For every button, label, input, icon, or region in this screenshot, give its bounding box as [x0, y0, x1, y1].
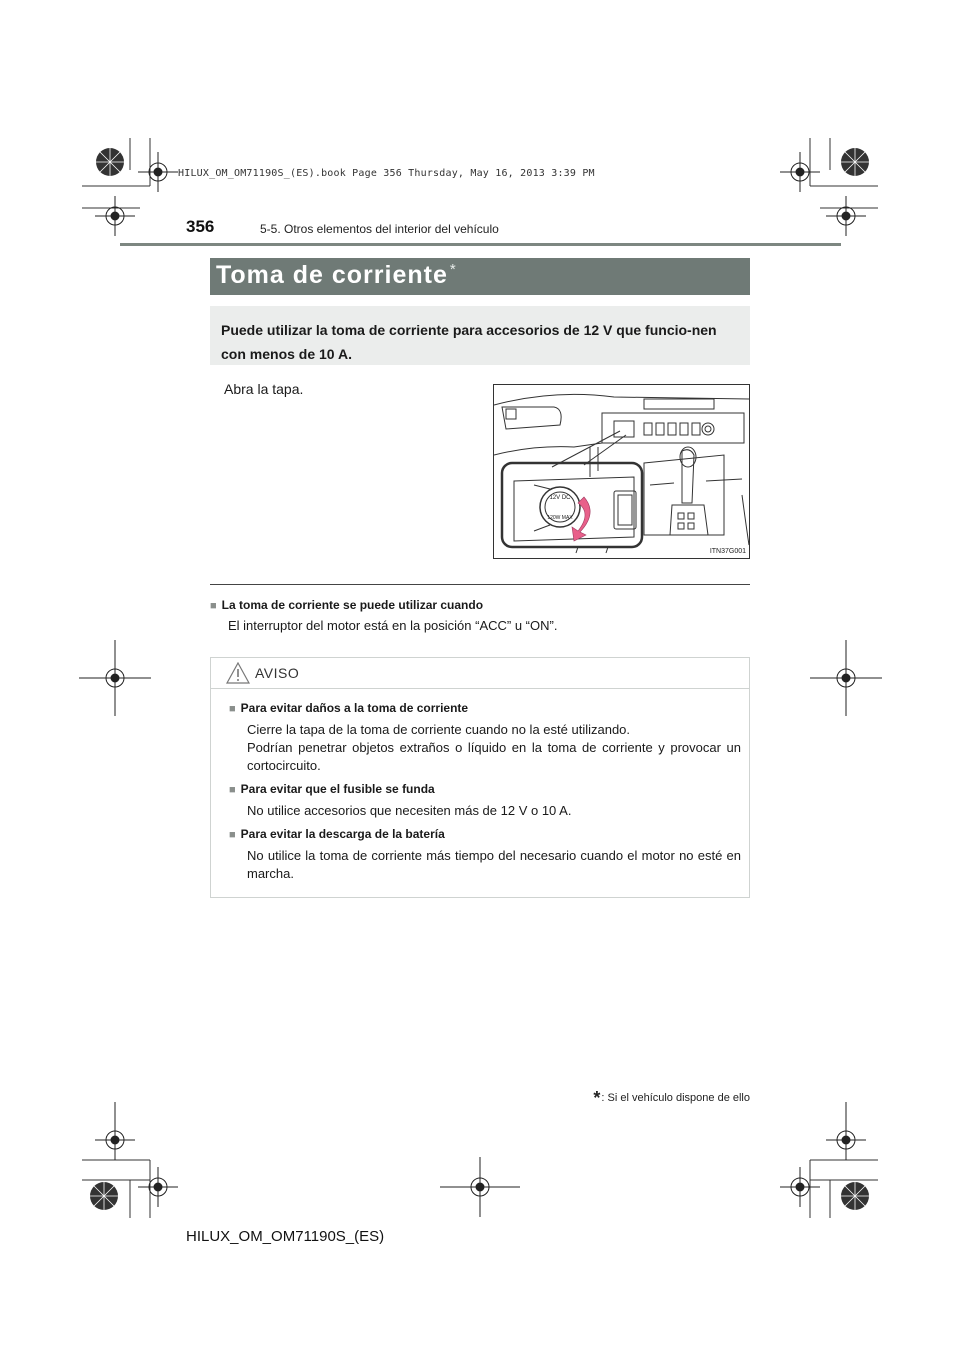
warning-header: [211, 658, 749, 689]
footnote-mark: *: [593, 1088, 601, 1108]
warning-item-heading: [229, 699, 741, 718]
warning-item-heading-text: Para evitar la descarga de la batería: [240, 827, 445, 841]
print-header: HILUX_OM_OM71190S_(ES).book Page 356 Thursday, May 16, 2013 3:39 PM: [178, 168, 595, 179]
intro-box: [210, 306, 750, 365]
warning-item: [229, 825, 741, 883]
section-label: 5-5. Otros elementos del interior del vehículo: [260, 222, 499, 236]
bullet-square-icon: ■: [229, 784, 236, 796]
warning-item-line: Podrían penetrar objetos extraños o líquido en la toma de corriente y provocar un cortocircuito.: [247, 740, 741, 773]
note-body: El interruptor del motor está en la posición “ACC” u “ON”.: [228, 618, 558, 633]
warning-item-line: No utilice accesorios que necesiten más de 12 V o 10 A.: [247, 803, 572, 818]
warning-item-heading-text: Para evitar que el fusible se funda: [240, 782, 435, 796]
warning-item: [229, 780, 741, 820]
bullet-square-icon: ■: [210, 600, 217, 612]
warning-item-heading: [229, 825, 741, 844]
power-outlet-illustration: [493, 384, 750, 559]
cap-text-bottom: 120W MAX: [547, 515, 573, 521]
page-number: 356: [186, 217, 215, 236]
title-bar: [210, 258, 750, 295]
footnote-text: : Si el vehículo dispone de ello: [601, 1092, 750, 1104]
title-mark: *: [449, 261, 457, 278]
note-heading-text: La toma de corriente se puede utilizar cuando: [221, 598, 484, 612]
warning-item-line: Cierre la tapa de la toma de corriente cuando no la esté utilizando.: [247, 722, 631, 737]
cap-text-top: 12V DC: [549, 495, 571, 501]
illustration-drawing: [494, 385, 749, 558]
warning-label: AVISO: [255, 665, 300, 681]
page-title-text: Toma de corriente: [216, 261, 448, 289]
warning-item-heading: [229, 780, 741, 799]
warning-item-line: No utilice la toma de corriente más tiempo del necesario cuando el motor no esté en marcha.: [247, 848, 741, 881]
bullet-square-icon: ■: [229, 829, 236, 841]
bullet-square-icon: ■: [229, 703, 236, 715]
header-rule: [120, 243, 841, 246]
warning-item: [229, 699, 741, 775]
note-heading: [210, 598, 483, 612]
intro-text: Puede utilizar la toma de corriente para accesorios de 12 V que funcio-nen con menos de 10 A.: [221, 322, 717, 362]
section-divider: [210, 584, 750, 585]
figure-code: ITN37G001: [709, 548, 746, 555]
document-code: HILUX_OM_OM71190S_(ES): [186, 1228, 385, 1245]
warning-box: [210, 657, 750, 898]
page-title: [216, 261, 457, 290]
warning-triangle-icon: [226, 662, 250, 684]
footnote: [593, 1088, 750, 1109]
warning-item-heading-text: Para evitar daños a la toma de corriente: [240, 701, 469, 715]
step-text: Abra la tapa.: [224, 381, 304, 397]
